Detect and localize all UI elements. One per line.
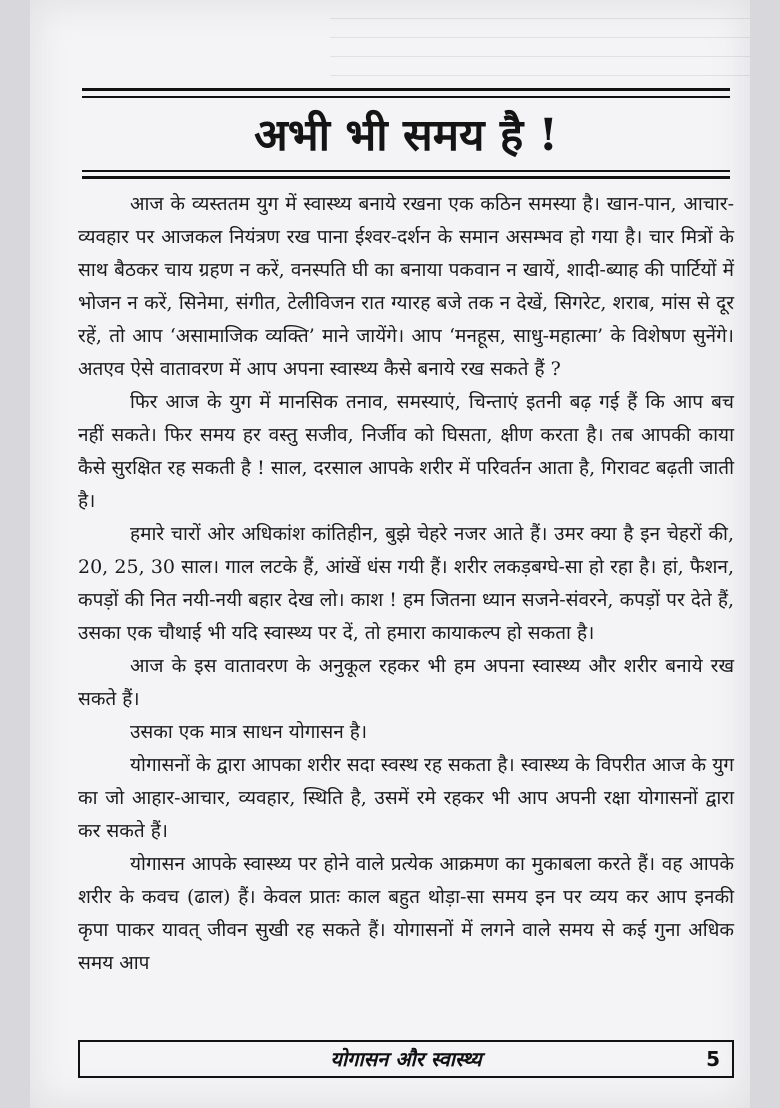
title-rule-bottom-thin — [82, 170, 730, 172]
title-rule-bottom-thick — [82, 176, 730, 179]
show-through-texture — [330, 0, 750, 80]
page-footer — [78, 1040, 734, 1078]
page-number: 5 — [706, 1047, 720, 1071]
paragraph: उसका एक मात्र साधन योगासन है। — [130, 721, 368, 743]
chapter-title: अभी भी समय है ! — [254, 110, 558, 161]
footer-book-title: योगासन और स्वास्थ्य — [330, 1047, 482, 1071]
title-rule-top-thick — [82, 88, 730, 91]
book-page — [30, 0, 750, 1108]
paragraph: योगासन आपके स्वास्थ्य पर होने वाले प्रत्येक आक्रमण का मुकाबला करते हैं। वह आपके शरीर के कवच (ढाल) हैं। केवल प्रातः काल बहुत थोड़ा-सा समय इन पर व्यय कर आप इनकी कृपा पाकर यावत् जीवन सुखी रह सकते हैं। योगासनों में लगने वाले समय से कई गुना अधिक समय आप — [78, 853, 734, 974]
paragraph: फिर आज के युग में मानसिक तनाव, समस्याएं, चिन्ताएं इतनी बढ़ गई हैं कि आप बच नहीं सकते। फिर समय हर वस्तु सजीव, निर्जीव को घिसता, क्षीण करता है। तब आपकी काया कैसे सुरक्षित रह सकती है ! साल, दरसाल आपके शरीर में परिवर्तन आता है, गिरावट बढ़ती जाती है। — [78, 391, 734, 512]
paragraph: आज के इस वातावरण के अनुकूल रहकर भी हम अपना स्वास्थ्य और शरीर बनाये रख सकते हैं। — [78, 655, 734, 710]
paragraph: आज के व्यस्ततम युग में स्वास्थ्य बनाये रखना एक कठिन समस्या है। खान-पान, आचार-व्यवहार पर आजकल नियंत्रण रख पाना ईश्वर-दर्शन के समान असम्भव हो गया है। चार मित्रों के साथ बैठकर चाय ग्रहण न करें, वनस्पति घी का बनाया पकवान न खायें, शादी-ब्याह की पार्टियों में भोजन न करें, सिनेमा, संगीत, टेलीविजन रात ग्यारह बजे तक न देखें, सिगरेट, शराब, मांस से दूर रहें, तो आप ‘असामाजिक व्यक्ति’ माने जायेंगे। आप ‘मनहूस, साधु-महात्मा’ के विशेषण सुनेंगे। अतएव ऐसे वातावरण में आप अपना स्वास्थ्य कैसे बनाये रख सकते हैं ? — [78, 193, 734, 380]
body-text — [78, 188, 734, 980]
paragraph: हमारे चारों ओर अधिकांश कांतिहीन, बुझे चेहरे नजर आते हैं। उमर क्या है इन चेहरों की, 20, 25, 30 साल। गाल लटके हैं, आंखें धंस गयी हैं। शरीर लकड़बग्घे-सा हो रहा है। हां, फैशन, कपड़ों की नित नयी-नयी बहार देख लो। काश ! हम जितना ध्यान सजने-संवरने, कपड़ों पर देते हैं, उसका एक चौथाई भी यदि स्वास्थ्य पर दें, तो हमारा कायाकल्प हो सकता है। — [78, 523, 734, 644]
paragraph: योगासनों के द्वारा आपका शरीर सदा स्वस्थ रह सकता है। स्वास्थ्य के विपरीत आज के युग का जो आहार-आचार, व्यवहार, स्थिति है, उसमें रमे रहकर भी आप अपनी रक्षा योगासनों द्वारा कर सकते हैं। — [78, 754, 734, 842]
title-rule-top-thin — [82, 96, 730, 98]
